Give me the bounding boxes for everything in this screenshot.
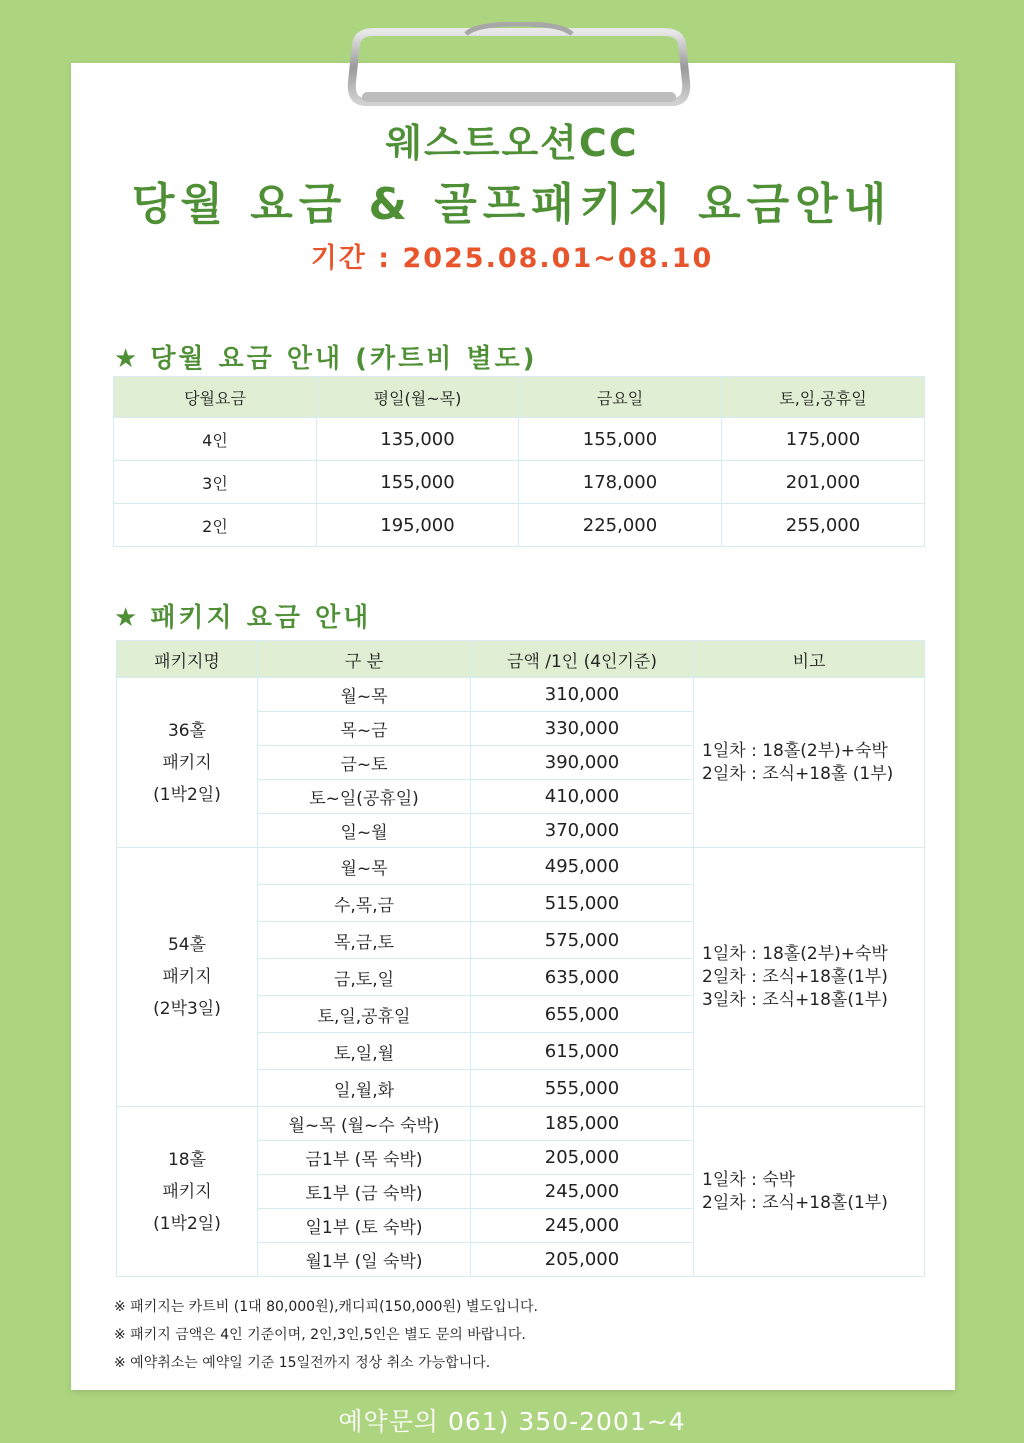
package-name-line: 54홀 xyxy=(167,935,207,955)
table-cell: 195,000 xyxy=(317,504,519,547)
price-cell: 370,000 xyxy=(471,814,694,848)
main-title: 당월 요금 & 골프패키지 요금안내 xyxy=(131,179,893,230)
price-cell: 635,000 xyxy=(471,959,694,996)
table-cell: 135,000 xyxy=(317,418,519,461)
column-header: 당월요금 xyxy=(114,377,317,418)
table-row xyxy=(117,848,925,885)
table-cell: 월~목 (월~수 숙박) xyxy=(258,1107,471,1141)
price-cell: 330,000 xyxy=(471,712,694,746)
table-row xyxy=(117,1107,925,1141)
package-name-line: (1박2일) xyxy=(153,1213,221,1234)
table-cell: 255,000 xyxy=(722,504,925,547)
price-cell: 575,000 xyxy=(471,922,694,959)
package-name-18 xyxy=(117,1107,258,1277)
package-name-54 xyxy=(117,848,258,1107)
price-cell: 310,000 xyxy=(471,678,694,712)
price-cell: 495,000 xyxy=(471,848,694,885)
table-cell: 금~토 xyxy=(258,746,471,780)
star-icon: ★ xyxy=(114,603,141,633)
note-line: 1일차 : 숙박 xyxy=(702,1169,796,1190)
column-header: 패키지명 xyxy=(117,641,258,678)
note-text: ※ 예약취소는 예약일 기준 15일전까지 정상 취소 가능합니다. xyxy=(114,1355,491,1371)
price-cell: 655,000 xyxy=(471,996,694,1033)
column-header: 구 분 xyxy=(258,641,471,678)
reservation-contact: 예약문의 061) 350-2001~4 xyxy=(338,1407,686,1436)
table-cell: 토~일(공휴일) xyxy=(258,780,471,814)
package-name-line: 패키지 xyxy=(162,967,212,987)
note-line: 2일차 : 조식+18홀(1부) xyxy=(702,1192,888,1213)
table-cell: 일,월,화 xyxy=(258,1070,471,1107)
table-cell: 4인 xyxy=(114,418,317,461)
note-text: ※ 패키지 금액은 4인 기준이며, 2인,3인,5인은 별도 문의 바랍니다. xyxy=(114,1327,526,1343)
price-cell: 515,000 xyxy=(471,885,694,922)
package-name-line: (2박3일) xyxy=(153,999,221,1019)
price-cell: 390,000 xyxy=(471,746,694,780)
table-cell: 월~목 xyxy=(258,848,471,885)
package-name-line: 패키지 xyxy=(162,752,212,773)
price-cell: 245,000 xyxy=(471,1209,694,1243)
price-cell: 205,000 xyxy=(471,1243,694,1277)
monthly-section-title xyxy=(114,338,538,375)
notes-list xyxy=(114,1293,538,1377)
table-row xyxy=(114,504,925,547)
table-row xyxy=(114,461,925,504)
note-line: 2일차 : 조식+18홀 (1부) xyxy=(702,763,894,784)
table-cell: 토,일,공휴일 xyxy=(258,996,471,1033)
course-title: 웨스트오션CC xyxy=(385,121,639,165)
table-cell: 토1부 (금 숙박) xyxy=(258,1175,471,1209)
table-cell: 월~목 xyxy=(258,678,471,712)
package-name-line: 패키지 xyxy=(162,1181,212,1202)
star-icon: ★ xyxy=(114,344,141,374)
monthly-rate-table xyxy=(113,376,925,547)
column-header: 토,일,공휴일 xyxy=(722,377,925,418)
price-cell: 410,000 xyxy=(471,780,694,814)
column-header: 평일(월~목) xyxy=(317,377,519,418)
package-rate-table xyxy=(116,640,925,1277)
package-name-line: 18홀 xyxy=(167,1149,207,1170)
note-line: 1일차 : 18홀(2부)+숙박 xyxy=(702,943,888,964)
package-note-18 xyxy=(694,1107,925,1277)
table-cell: 178,000 xyxy=(519,461,722,504)
monthly-section-label: 당월 요금 안내 (카트비 별도) xyxy=(150,344,538,374)
table-cell: 2인 xyxy=(114,504,317,547)
package-note-36 xyxy=(694,678,925,848)
table-cell: 일1부 (토 숙박) xyxy=(258,1209,471,1243)
period-text: 기간 : 2025.08.01~08.10 xyxy=(310,243,714,274)
note-text: ※ 패키지는 카트비 (1대 80,000원),캐디피(150,000원) 별도입니다. xyxy=(114,1299,538,1315)
package-section-title xyxy=(114,597,371,634)
price-cell: 555,000 xyxy=(471,1070,694,1107)
price-cell: 205,000 xyxy=(471,1141,694,1175)
table-row xyxy=(117,678,925,712)
note-line: 2일차 : 조식+18홀(1부) xyxy=(702,966,888,987)
package-name-36 xyxy=(117,678,258,848)
table-cell: 155,000 xyxy=(519,418,722,461)
table-cell: 수,목,금 xyxy=(258,885,471,922)
package-section-label: 패키지 요금 안내 xyxy=(150,603,372,633)
table-cell: 일~월 xyxy=(258,814,471,848)
table-cell: 금,토,일 xyxy=(258,959,471,996)
price-cell: 245,000 xyxy=(471,1175,694,1209)
table-cell: 금1부 (목 숙박) xyxy=(258,1141,471,1175)
table-cell: 201,000 xyxy=(722,461,925,504)
table-row xyxy=(114,418,925,461)
table-cell: 월1부 (일 숙박) xyxy=(258,1243,471,1277)
table-cell: 175,000 xyxy=(722,418,925,461)
clipboard-clip-icon xyxy=(346,22,692,110)
package-name-line: 36홀 xyxy=(167,720,207,741)
column-header: 비고 xyxy=(694,641,925,678)
price-cell: 615,000 xyxy=(471,1033,694,1070)
package-name-line: (1박2일) xyxy=(153,784,221,805)
column-header: 금액 /1인 (4인기준) xyxy=(471,641,694,678)
table-cell: 토,일,월 xyxy=(258,1033,471,1070)
note-line: 1일차 : 18홀(2부)+숙박 xyxy=(702,740,888,761)
price-cell: 185,000 xyxy=(471,1107,694,1141)
note-line: 3일차 : 조식+18홀(1부) xyxy=(702,989,888,1010)
table-cell: 목,금,토 xyxy=(258,922,471,959)
table-cell: 155,000 xyxy=(317,461,519,504)
table-cell: 3인 xyxy=(114,461,317,504)
table-cell: 목~금 xyxy=(258,712,471,746)
table-cell: 225,000 xyxy=(519,504,722,547)
column-header: 금요일 xyxy=(519,377,722,418)
package-note-54 xyxy=(694,848,925,1107)
